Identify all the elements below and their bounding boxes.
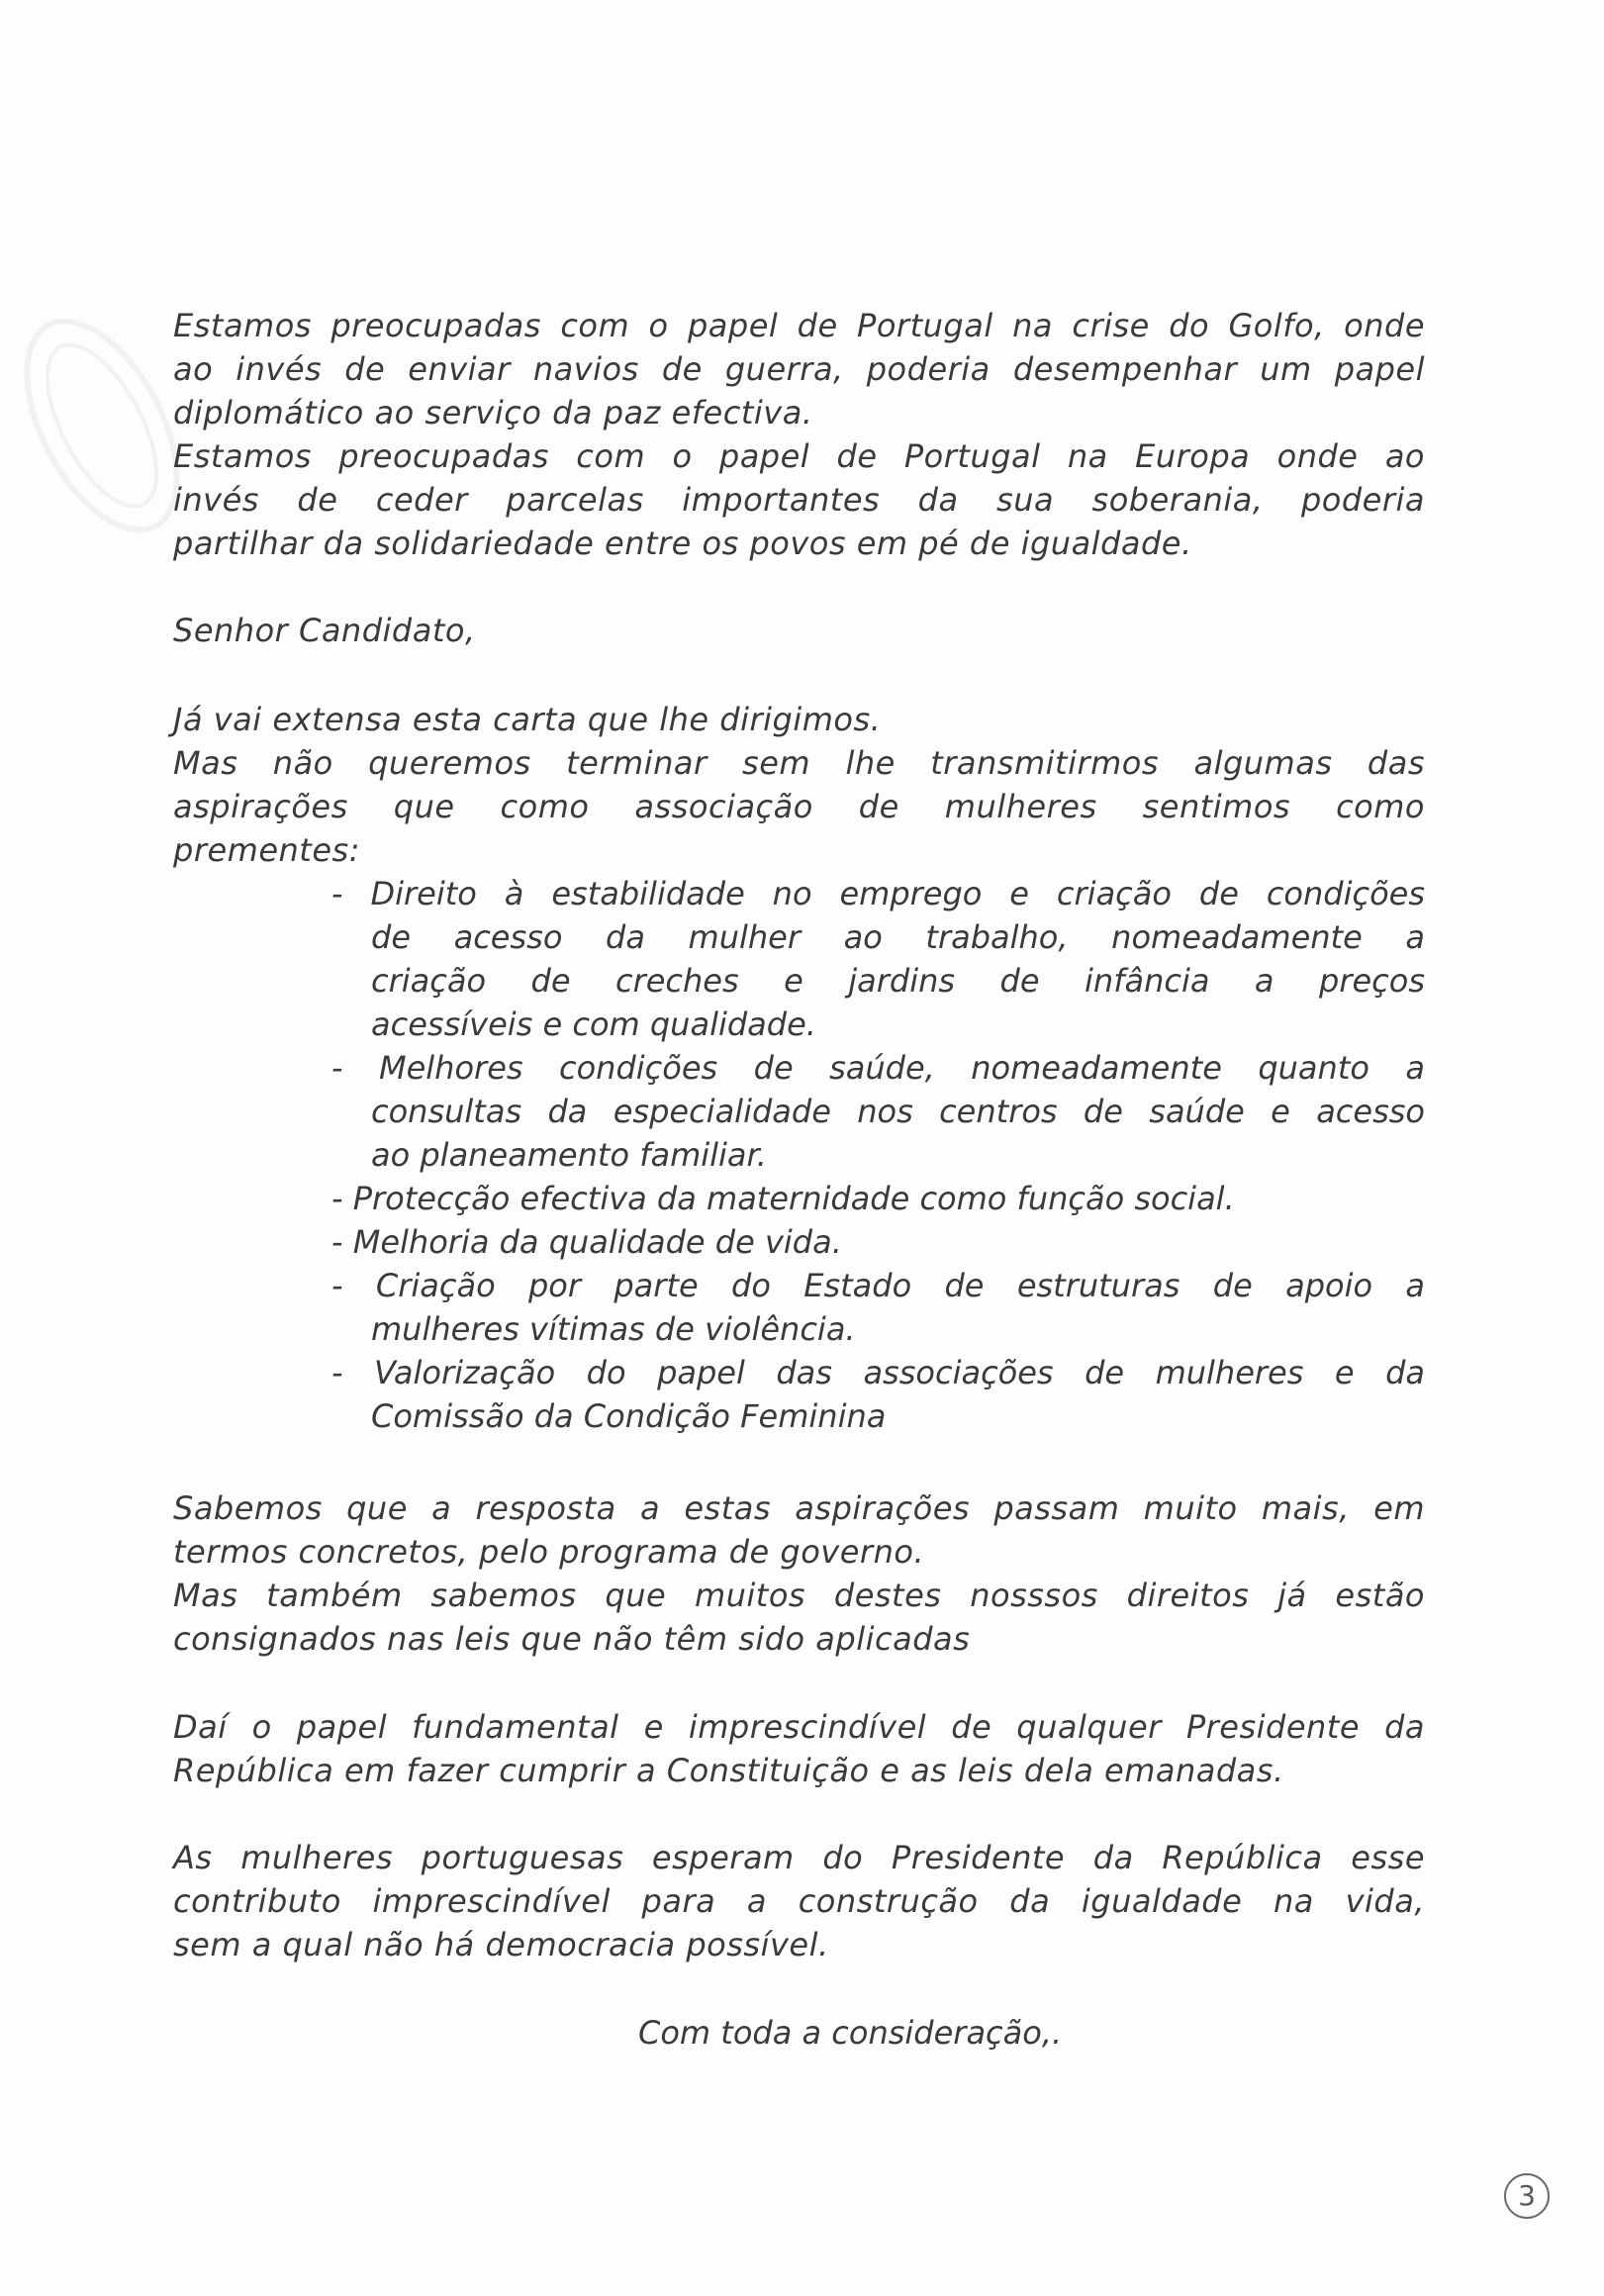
text-line: termos concretos, pelo programa de governo. [173,1533,925,1571]
text-line: - Criação por parte do Estado de estruturas de apoio a [331,1267,1425,1304]
paragraph-aspiracoes-intro [173,741,1425,872]
text-line: As mulheres portuguesas esperam do Presidente da República esse [173,1839,1425,1876]
paragraph-presidente [173,1705,1425,1792]
text-line: Estamos preocupadas com o papel de Portugal na crise do Golfo, onde [173,307,1425,344]
text-line: criação de creches e jardins de infância a preços [371,962,1425,1000]
text-line: de acesso da mulher ao trabalho, nomeadamente a [371,918,1425,956]
text-line: - Direito à estabilidade no emprego e criação de condições [331,875,1425,912]
list-item-saude [331,1046,1425,1177]
paragraph-europa [173,434,1425,565]
text-line: partilhar da solidariedade entre os povos em pé de igualdade. [173,525,1192,562]
list-item-maternidade [331,1177,1425,1220]
text-line: prementes: [173,831,360,869]
text-line: diplomático ao serviço da paz efectiva. [173,394,813,431]
text-line: mulheres vítimas de violência. [371,1310,856,1348]
text-line: ao invés de enviar navios de guerra, poderia desempenhar um papel [173,350,1425,388]
list-item-violencia [331,1264,1425,1351]
text-line: invés de ceder parcelas importantes da sua soberania, poderia [173,481,1425,519]
text-line: Comissão da Condição Feminina [371,1397,887,1435]
list-item-emprego [331,872,1425,1046]
list-item-qualidade-vida [331,1220,1425,1264]
text-line: consultas da especialidade nos centros de saúde e acesso [371,1093,1425,1130]
text-line: contributo imprescindível para a construção da igualdade na vida, [173,1882,1425,1920]
text-line: Mas também sabemos que muitos destes nosssos direitos já estão [173,1577,1425,1614]
page-number-circle: 3 [1504,2173,1550,2219]
text-line: acessíveis e com qualidade. [371,1005,816,1043]
text-line: Já vai extensa esta carta que lhe dirigimos. [173,701,882,738]
list-item-associacoes [331,1351,1425,1438]
text-line: ao planeamento familiar. [371,1136,767,1174]
text-line: - Melhoria da qualidade de vida. [331,1223,842,1261]
text-line: - Melhores condições de saúde, nomeadamente quanto a [331,1049,1425,1087]
paragraph-golfo [173,304,1425,434]
text-line: - Valorização do papel das associações de mulheres e da [331,1354,1425,1391]
text-line: - Protecção efectiva da maternidade como função social. [331,1180,1235,1217]
text-line: República em fazer cumprir a Constituição e as leis dela emanadas. [173,1752,1284,1789]
text-line: Mas não queremos terminar sem lhe transmitirmos algumas das [173,744,1425,782]
paragraph-igualdade [173,1836,1425,1966]
closing-line: Com toda a consideração,. [638,2014,1063,2052]
text-line: aspirações que como associação de mulheres sentimos como [173,788,1425,825]
paragraph-carta-extensa [173,698,1425,741]
text-line: Estamos preocupadas com o papel de Portugal na Europa onde ao [173,437,1425,475]
salutation: Senhor Candidato, [173,612,476,649]
text-line: consignados nas leis que não têm sido aplicadas [173,1620,971,1658]
text-line: Sabemos que a resposta a estas aspirações passam muito mais, em [173,1489,1425,1527]
text-line: Daí o papel fundamental e imprescindível de qualquer Presidente da [173,1708,1425,1746]
text-line: sem a qual não há democracia possível. [173,1926,829,1963]
paragraph-programa-governo [173,1486,1425,1661]
